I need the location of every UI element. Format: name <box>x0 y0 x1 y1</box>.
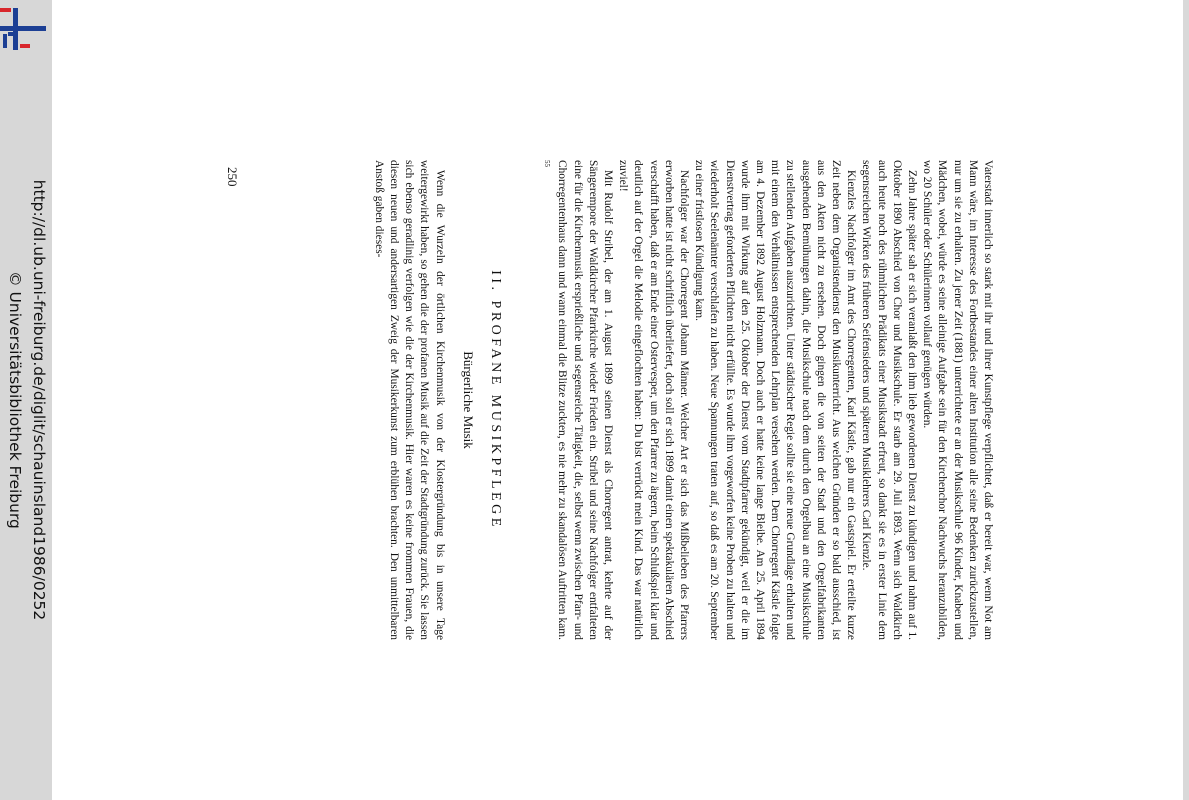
document-url[interactable]: http://dl.ub.uni-freiburg.de/diglit/schauinsland1986/0252 <box>30 179 48 621</box>
footnote-mark: 55 <box>543 160 552 167</box>
paragraph: Nachfolger war der Chorregent Johann Männer. Welcher Art er sich das Mißbelieben des Pfarrers erworben hatte ist nicht schriftlich überliefert, doch soll er sich 1899 damit einen spektakulären Abschied verschafft haben, daß er am Ende einer Ostervesper, um den Pfarrer zu ärgern, beim Schlußspiel klar und deutlich auf der Orgel die Melodie eingeflochten haben: Du bist verrückt mein Kind. Das war natürlich zuviel! <box>617 160 690 640</box>
section-heading: II. PROFANE MUSIKPFLEGE <box>488 270 504 530</box>
section-subheading: Bürgerliche Musik <box>460 351 476 449</box>
paragraph <box>535 160 615 640</box>
page-text-block <box>235 160 995 640</box>
copyright-notice: © Universitätsbibliothek Freiburg <box>6 271 24 529</box>
paragraph: Vaterstadt innerlich so stark mit ihr und ihrer Kunstpflege verpflichtet, daß er bereit war, wenn Not am Mann wäre, im Interesse des Fortbestandes einer alten Institution alle seine Bedenken zurückzustellen, nur um sie zu erhalten. Zu jener Zeit (1881) unterrichtete er an der Musikschule 96 Kinder, Knaben und Mädchen, wobei, würde es seine alleinige Aufgabe sein für den Kirchenchor Nachwuchs heranzubilden, wo 20 Schüler oder Schülerinnen vollauf genügen würden. <box>921 160 994 640</box>
page-number: 250 <box>225 167 240 187</box>
paragraph-text: Mit Rudolf Stribel, der am 1. August 1899 seinen Dienst als Chorregent antrat, kehrte auf der Sängerempore der Waldkircher Pfarrkirche wieder Frieden ein. Stribel und seine Nachfolger entfalteten eine für die Kirchenmusik ersprießliche und segensreiche Tätigkeit, die, selbst wenn zwischen Pfarr- und Chorregentenhaus dann und wann einmal die Blitze zuckten, es nie mehr zu skandalösen Auftritten kam. <box>556 160 614 640</box>
paragraph: Zehn Jahre später sah er sich veranlaßt den ihm lieb gewordenen Dienst zu kündigen und nahm auf 1. Oktober 1890 Abschied von Chor und Musikschule. Er starb am 29. Juli 1893. Wenn sich Waldkirch auch heute noch des rühmlichen Prädikats einer Musikstadt erfreut, so dankt sie es in erster Linie dem segensreichen Wirken des früheren Seifensieders und späteren Musiklehrers Carl Kienzle. <box>860 160 918 640</box>
paragraph: Kienzles Nachfolger im Amt des Chorregenten, Karl Kästle, gab nur ein Gastspiel. Er erteilte kurze Zeit neben dem Organistendienst den Musikunterricht. Aus welchen Gründen er so bald ausschied, ist aus den Akten nicht zu ersehen. Doch gingen die von seiten der Stadt und den Orgelfabrikanten ausgehenden Bemühungen dahin, die Musikschule nach dem durch den Orgelbau an eine Musikschule zu stellenden Aufgaben auszurichten. Unter städtischer Regie sollte sie eine neue Grundlage erhalten und mit einem den Verhältnissen entsprechenden Lehrplan versehen werden. Dem Chorregent Kästle folgte am 4. Dezember 1892 August Holzmann. Doch auch er hatte keine lange Bleibe. Am 25. April 1894 wurde ihm mit Wirkung auf den 25. Oktober der Dienst vom Stadtpfarrer gekündigt, weil er die im Dienstvertrag geforderten Pflichten nicht erfüllte. Es wurde ihm vorgeworfen keine Proben zu halten und wiederholt Seelenämter verschlafen zu haben. Neue Spannungen traten auf, so daß es am 20. September zu einer fristlosen Kündigung kam. <box>693 160 858 640</box>
paragraph: Wenn die Wurzeln der örtlichen Kirchenmusik von der Klostergründung bis in unsere Tage weitergewirkt haben, so gehen die der profanen Musik auf die Zeit der Stadtgründung zurück. Sie lassen sich ebenso geradlinig verfolgen wie die der Kirchenmusik. Hier waren es keine frommen Frauen, die diesen neuen und andersartigen Zweig der Musikerkunst zum erblühen brachten. Den unmittelbaren Anstoß gaben dieses- <box>372 160 446 640</box>
